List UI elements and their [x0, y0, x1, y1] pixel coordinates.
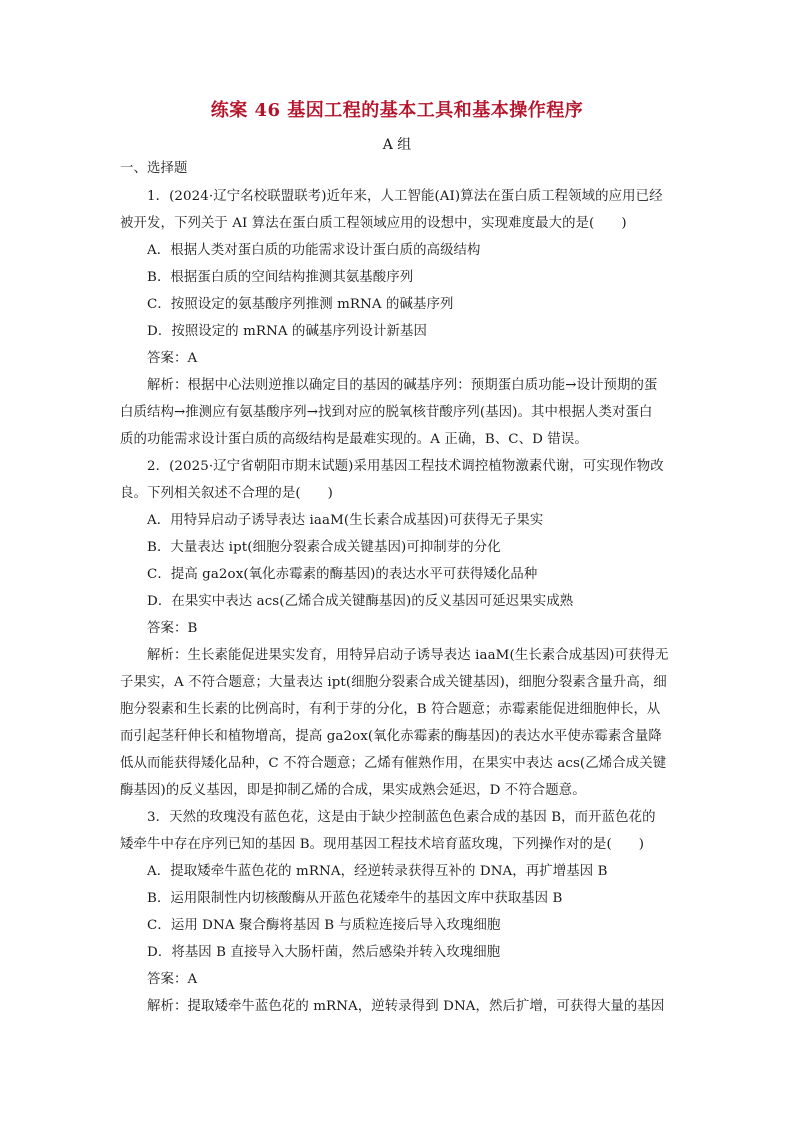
option-d: D．将基因 B 直接导入大肠杆菌，然后感染并转入玫瑰细胞 — [147, 945, 501, 960]
group-label: A 组 — [382, 137, 412, 153]
explanation-line: 解析：根据中心法则逆推以确定目的基因的碱基序列：预期蛋白质功能→设计预期的蛋 — [147, 378, 658, 393]
answer: 答案：A — [147, 351, 198, 366]
option-c: C．运用 DNA 聚合酶将基因 B 与质粒连接后导入玫瑰细胞 — [147, 918, 501, 933]
explanation-line: 而引起茎秆伸长和植物增高，提高 ga2ox(氧化赤霉素的酶基因)的表达水平使赤霉素含量降 — [120, 729, 662, 744]
explanation-line: 解析：提取矮牵牛蓝色花的 mRNA，逆转录得到 DNA，然后扩增，可获得大量的基因 — [147, 999, 665, 1014]
explanation-line: 解析：生长素能促进果实发育，用特异启动子诱导表达 iaaM(生长素合成基因)可获得无 — [147, 648, 669, 663]
explanation-line: 酶基因)的反义基因，即是抑制乙烯的合成，果实成熟会延迟，D 不符合题意。 — [120, 783, 586, 798]
option-b: B．运用限制性内切核酸酶从开蓝色花矮牵牛的基因文库中获取基因 B — [147, 891, 563, 906]
question-2-line: 2．(2025·辽宁省朝阳市期末试题)采用基因工程技术调控植物激素代谢，可实现作物改 — [147, 459, 664, 474]
option-b: B．大量表达 ipt(细胞分裂素合成关键基因)可抑制芽的分化 — [147, 540, 501, 555]
explanation-line: 子果实，A 不符合题意；大量表达 ipt(细胞分裂素合成关键基因)，细胞分裂素含量升高，细 — [120, 675, 667, 690]
option-c: C．按照设定的氨基酸序列推测 mRNA 的碱基序列 — [147, 297, 454, 312]
explanation-line: 胞分裂素和生长素的比例高时，有利于芽的分化，B 符合题意；赤霉素能促进细胞伸长，从 — [120, 702, 661, 717]
question-2-line: 良。下列相关叙述不合理的是( ) — [120, 486, 334, 501]
option-a: A．用特异启动子诱导表达 iaaM(生长素合成基因)可获得无子果实 — [147, 513, 544, 528]
page-title: 练案 46 基因工程的基本工具和基本操作程序 — [210, 100, 584, 121]
question-3-line: 矮牵牛中存在序列已知的基因 B。现用基因工程技术培育蓝玫瑰，下列操作对的是( ) — [120, 837, 645, 852]
section-heading: 一、选择题 — [120, 161, 188, 176]
explanation-line: 白质结构→推测应有氨基酸序列→找到对应的脱氧核苷酸序列(基因)。其中根据人类对蛋白 — [120, 405, 653, 420]
option-c: C．提高 ga2ox(氧化赤霉素的酶基因)的表达水平可获得矮化品种 — [147, 567, 538, 582]
question-3-line: 3．天然的玫瑰没有蓝色花，这是由于缺少控制蓝色色素合成的基因 B，而开蓝色花的 — [147, 810, 656, 825]
question-1-line: 被开发，下列关于 AI 算法在蛋白质工程领域应用的设想中，实现难度最大的是( ) — [120, 216, 627, 231]
explanation-line: 质的功能需求设计蛋白质的高级结构是最难实现的。A 正确，B、C、D 错误。 — [120, 432, 588, 447]
option-d: D．按照设定的 mRNA 的碱基序列设计新基因 — [147, 324, 427, 339]
question-1-line: 1．(2024·辽宁名校联盟联考)近年来，人工智能(AI)算法在蛋白质工程领域的应用已经 — [147, 189, 663, 204]
answer: 答案：A — [147, 972, 198, 987]
option-a: A．根据人类对蛋白质的功能需求设计蛋白质的高级结构 — [147, 243, 481, 258]
explanation-line: 低从而能获得矮化品种，C 不符合题意；乙烯有催熟作用，在果实中表达 acs(乙烯合成关键 — [120, 756, 667, 771]
answer: 答案：B — [147, 621, 198, 636]
option-d: D．在果实中表达 acs(乙烯合成关键酶基因)的反义基因可延迟果实成熟 — [147, 594, 574, 609]
option-a: A．提取矮牵牛蓝色花的 mRNA，经逆转录获得互补的 DNA，再扩增基因 B — [147, 864, 608, 879]
option-b: B．根据蛋白质的空间结构推测其氨基酸序列 — [147, 270, 414, 285]
